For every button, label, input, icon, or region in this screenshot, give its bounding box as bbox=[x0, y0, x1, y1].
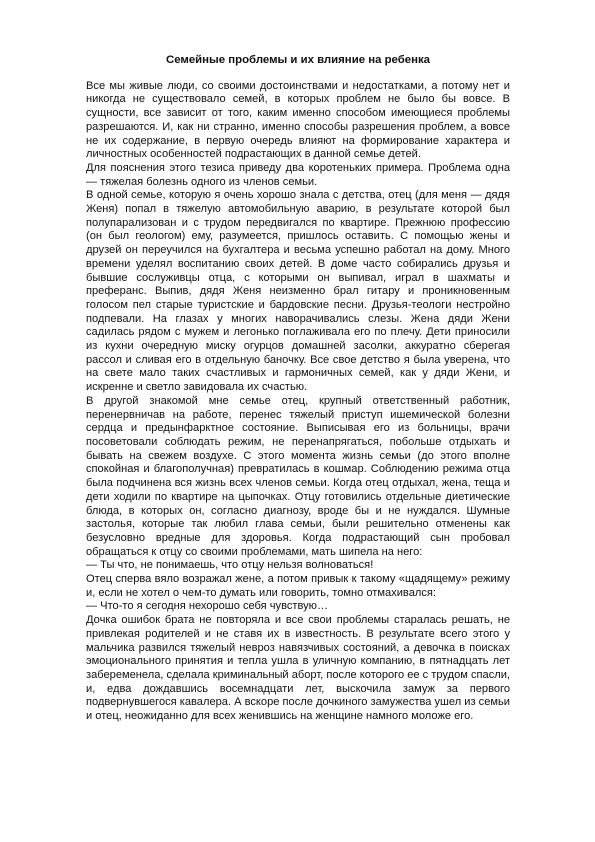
paragraph-intro: Все мы живые люди, со своими достоинствами и недостатками, а потому нет и никогда не существовало семей, в которых проблем не было бы вовсе. В сущности, все зависит от того, каким именно способом имеющиеся проблемы разрешаются. И, как ни странно, именно способы разрешения проблем, а вовсе не их содержание, в первую очередь влияют на формирование характера и личностных особенностей подрастающих в данной семье детей. bbox=[86, 79, 510, 161]
paragraph-father-quote: — Что-то я сегодня нехорошо себя чувствую… bbox=[86, 600, 329, 613]
paragraph-outcome: Дочка ошибок брата не повторяла и все свои проблемы старалась решать, не привлекая родителей и не ставя их в известность. В результате всего этого у мальчика развился тяжелый невроз навязчивых состояний, а девочка в поисках эмоционального принятия и тепла ушла в уличную компанию, в пятнадцать лет забеременела, сделала криминальный аборт, после которого ее с трудом спасли, и, едва дождавшись восемнадцати лет, выскочила замуж за первого подвернувшегося кавалера. А вскоре после дочкиного замужества ушел из семьи и отец, неожиданно для всех женившись на женщине намного моложе его. bbox=[86, 614, 510, 723]
paragraph-father-reaction: Отец сперва вяло возражал жене, а потом привык к такому «щадящему» режиму и, если не хотел о чем-то думать или говорить, томно отмахивался: bbox=[86, 573, 510, 599]
paragraph-second-family: В другой знакомой мне семье отец, крупный ответственный работник, перенервничав на работе, перенес тяжелый приступ ишемической болезни сердца и предынфарктное состояние. Выписывая его из больницы, врачи посоветовали соблюдать режим, не перенапрягаться, побольше отдыхать и бывать на свежем воздухе. С этого момента жизнь семьи (до этого вполне спокойная и благополучная) превратилась в кошмар. Соблюдению режима отца была подчинена вся жизнь всех членов семьи. Когда отец отдыхал, жена, теща и дети ходили по квартире на цыпочках. Отцу готовились отдельные диетические блюда, в которых он, согласно диагнозу, вроде бы и не нуждался. Шумные застолья, которые так любил глава семьи, были решительно отменены как безусловно вредные для здоровья. Когда подрастающий сын пробовал обращаться к отцу со своими проблемами, мать шипела на него: bbox=[86, 394, 510, 558]
paragraph-first-family: В одной семье, которую я очень хорошо знала с детства, отец (для меня — дядя Женя) попал в тяжелую автомобильную аварию, в результате которой был полупарализован и с трудом передвигался по квартире. Прежнюю профессию (он был геологом) ему, разумеется, пришлось оставить. С помощью жены и друзей он переучился на бухгалтера и весьма успешно работал на дому. Много времени уделял воспитанию своих детей. В доме часто собирались друзья и бывшие сослуживцы отца, с которыми он выпивал, играл в шахматы и преферанс. Выпив, дядя Женя неизменно брал гитару и проникновенным голосом пел старые туристские и бардовские песни. Друзья-теологи нестройно подпевали. На глазах у многих наворачивались слезы. Жена дяди Жени садилась рядом с мужем и легонько поглаживала его по плечу. Дети приносили из кухни очередную миску огурцов домашней засолки, аккуратно сберегая рассол и сливая его в отдельную баночку. Все свое детство я была уверена, что на свете мало таких счастливых и гармоничных семей, как у дяди Жени, и искренне и светло завидовала их счастью. bbox=[86, 189, 510, 394]
document-title: Семейные проблемы и их влияние на ребенка bbox=[165, 54, 430, 66]
paragraph-thesis: Для пояснения этого тезиса приведу два коротеньких примера. Проблема одна — тяжелая болезнь одного из членов семьи. bbox=[86, 161, 510, 188]
document-page bbox=[86, 54, 510, 724]
paragraph-mother-quote: — Ты что, не понимаешь, что отцу нельзя волноваться! bbox=[86, 559, 374, 572]
